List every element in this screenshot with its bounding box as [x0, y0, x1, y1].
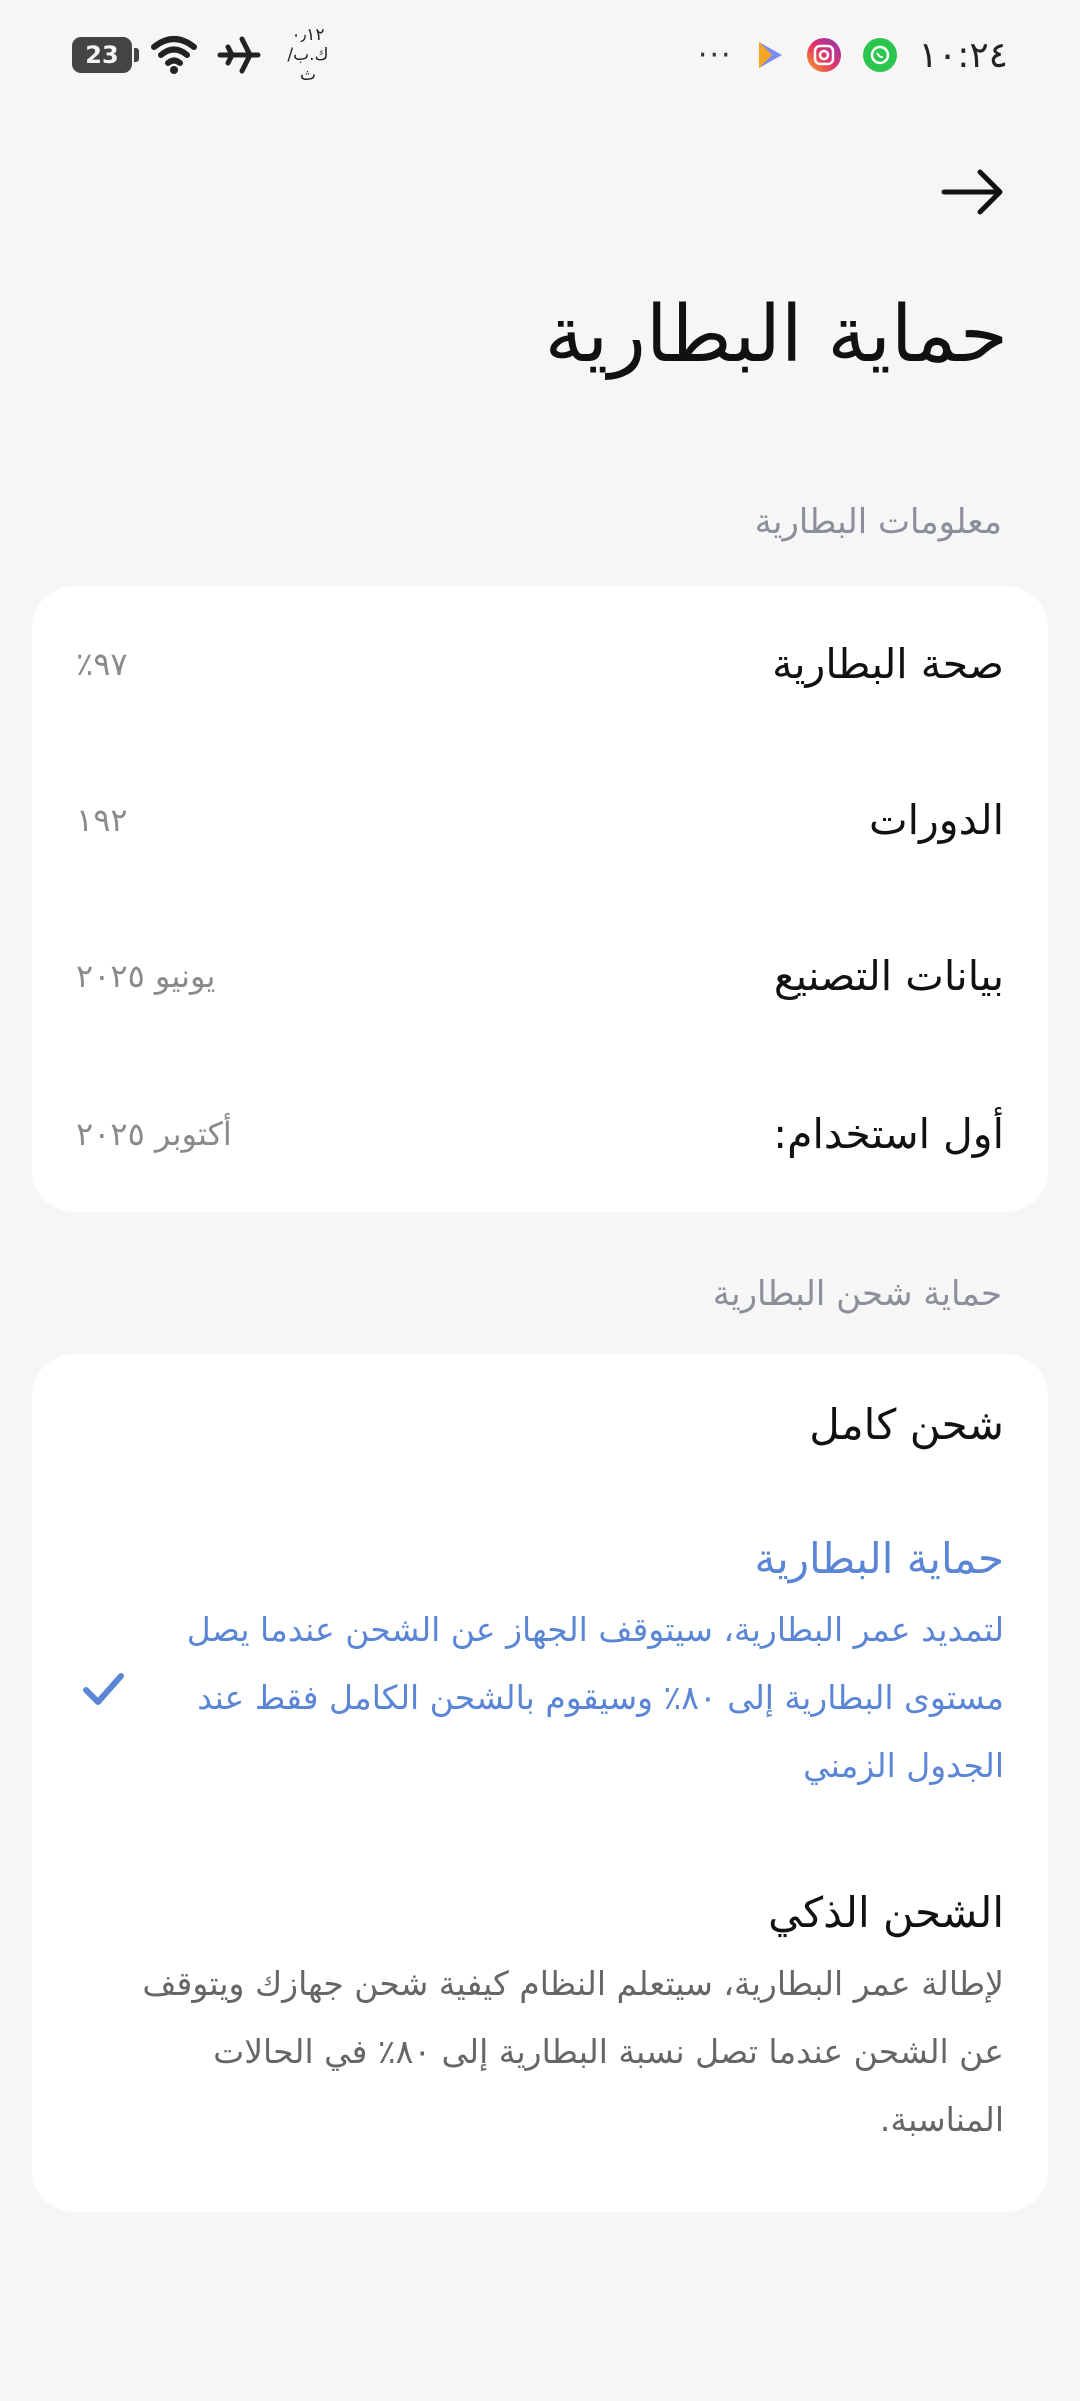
option-description: لإطالة عمر البطارية، سيتعلم النظام كيفية شحن جهازك ويتوقف عن الشحن عندما تصل نسبة البطارية إلى ٨٠٪ في الحالات المناسبة. [142, 1964, 1004, 2139]
instagram-icon [807, 38, 841, 72]
arrow-right-icon [940, 167, 1006, 217]
network-speed-unit: ك.ب/ث [287, 45, 329, 85]
status-bar-right [698, 30, 1008, 80]
info-label: بيانات التصنيع [773, 952, 1004, 1000]
charging-options-card [32, 1354, 1048, 2212]
wifi-icon [150, 35, 198, 75]
info-value: ١٩٢ [76, 801, 128, 839]
status-bar [0, 0, 1080, 110]
info-label: الدورات [869, 796, 1004, 844]
option-battery-protection[interactable] [32, 1534, 1048, 1834]
option-description: لتمديد عمر البطارية، سيتوقف الجهاز عن الشحن عندما يصل مستوى البطارية إلى ٨٠٪ وسيقوم بالشحن الكامل فقط عند الجدول الزمني [186, 1610, 1004, 1785]
info-row-battery-health [32, 586, 1048, 742]
clock: ١٠:٢٤ [918, 34, 1008, 76]
info-row-cycles [32, 742, 1048, 898]
info-row-first-use [32, 1056, 1048, 1212]
info-row-manufacture-date [32, 898, 1048, 1054]
status-bar-left [72, 25, 336, 85]
option-full-charge[interactable] [32, 1354, 1048, 1504]
option-title: شحن كامل [809, 1400, 1004, 1449]
info-value: ٩٧٪ [76, 645, 128, 683]
network-speed [280, 25, 336, 85]
check-icon [78, 1664, 128, 1714]
airplane-icon [216, 33, 262, 77]
info-label: أول استخدام: [773, 1110, 1004, 1158]
info-value: يونيو ٢٠٢٥ [76, 957, 216, 995]
info-value: أكتوبر ٢٠٢٥ [76, 1115, 232, 1153]
battery-info-card [32, 586, 1048, 1212]
back-button[interactable] [938, 162, 1008, 222]
page-title: حماية البطارية [544, 290, 1008, 380]
overflow-icon: ··· [697, 37, 733, 73]
option-title: الشحن الذكي [768, 1888, 1004, 1937]
section-header-charging-protection: حماية شحن البطارية [712, 1274, 1002, 1314]
option-smart-charging[interactable] [32, 1888, 1048, 2188]
battery-icon: 23 [72, 37, 132, 73]
network-speed-value: ٠٫١٢ [291, 25, 325, 45]
whatsapp-icon [863, 38, 897, 72]
option-title: حماية البطارية [754, 1534, 1004, 1583]
info-label: صحة البطارية [772, 640, 1004, 688]
section-header-battery-info: معلومات البطارية [754, 502, 1002, 542]
play-store-icon [755, 39, 785, 71]
